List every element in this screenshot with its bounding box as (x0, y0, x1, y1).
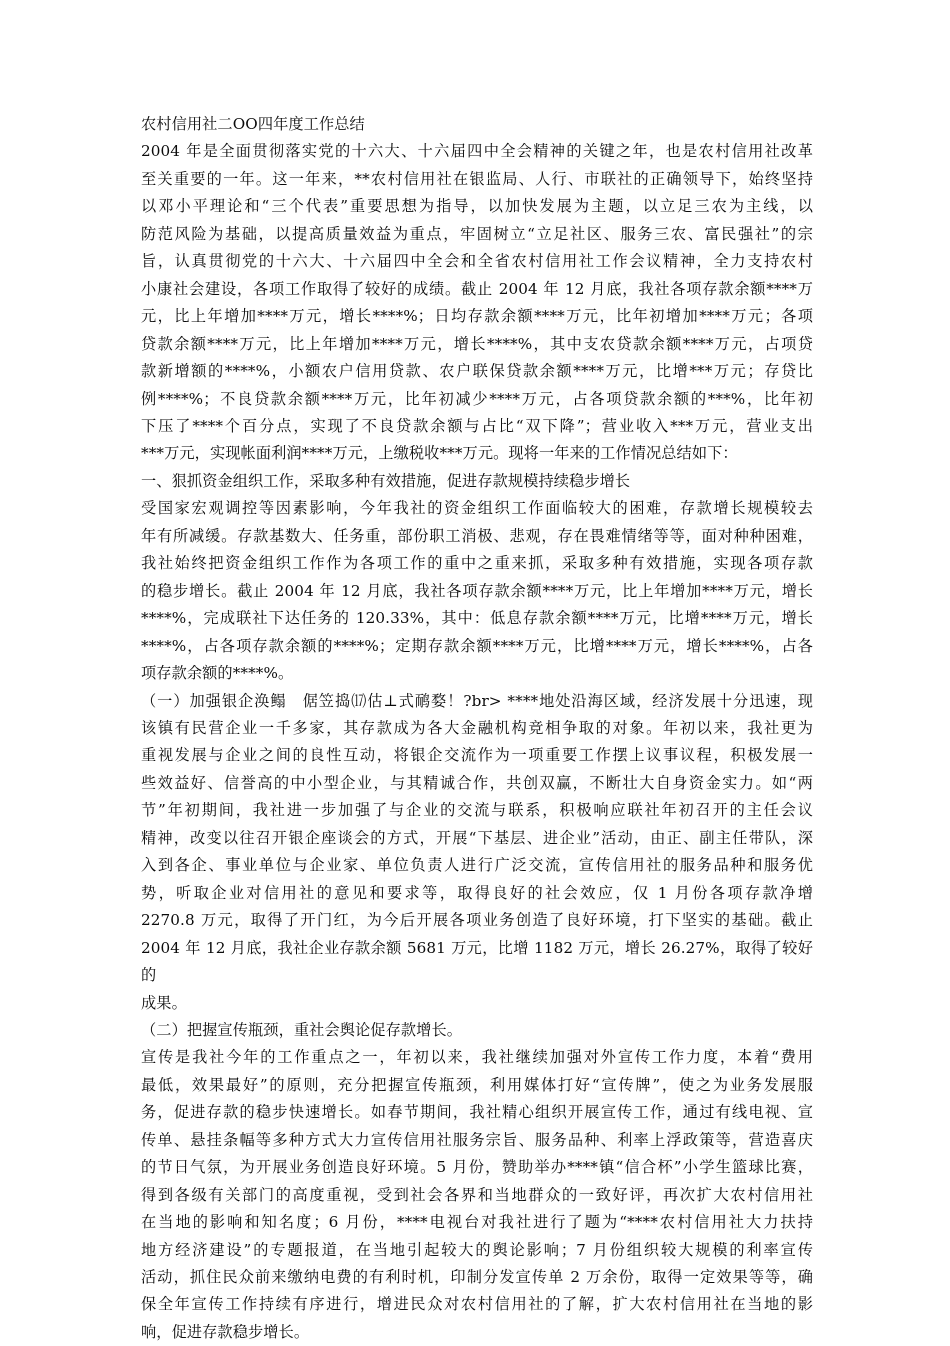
text-line: 的节日气氛，为开展业务创造良好环境。5 月份，赞助举办****镇“信合杯”小学生篮球比赛， (141, 1158, 813, 1177)
text-line: 小康社会建设，各项工作取得了较好的成绩。截止 2004 年 12 月底，我社各项存款余额****万 (141, 279, 813, 298)
text-line: 保全年宣传工作持续有序进行，增进民众对农村信用社的了解，扩大农村信用社在当地的影 (141, 1295, 813, 1314)
text-line: ***万元，实现帐面利润****万元，上缴税收***万元。现将一年来的工作情况总结如下： (141, 444, 738, 463)
text-line: 入到各企、事业单位与企业家、单位负责人进行广泛交流，宣传信用社的服务品种和服务优 (141, 856, 813, 875)
text-line: 在当地的影响和知名度；6 月份，****电视台对我社进行了题为“****农村信用社大力扶持 (141, 1213, 813, 1232)
text-line: 以邓小平理论和“三个代表”重要思想为指导，以加快发展为主题，以立足三农为主线，以 (141, 197, 813, 216)
text-line: 势，听取企业对信用社的意见和要求等，取得良好的社会效应，仅 1 月份各项存款净增 (141, 883, 813, 902)
text-line: 精神，改变以往召开银企座谈会的方式，开展“下基层、进企业”活动，由正、副主任带队，深 (141, 828, 813, 847)
text-line: 下压了****个百分点，实现了不良贷款余额与占比“双下降”；营业收入***万元，营业支出 (141, 416, 813, 435)
text-line: 项存款余额的****%。 (141, 664, 294, 683)
text-line: 防范风险为基础，以提高质量效益为重点，牢固树立“立足社区、服务三农、富民强社”的宗 (141, 224, 813, 243)
text-line: 最低，效果最好”的原则，充分把握宣传瓶颈，利用媒体打好“宣传牌”，使之为业务发展服 (141, 1075, 813, 1094)
text-line: 我社始终把资金组织工作作为各项工作的重中之重来抓，采取多种有效措施，实现各项存款 (141, 554, 813, 573)
text-line: 2004 年 12 月底，我社企业存款余额 5681 万元，比增 1182 万元，增长 26.27%，取得了较好的 (141, 938, 813, 985)
text-line: 旨，认真贯彻党的十六大、十六届四中全会和全省农村信用社工作会议精神，全力支持农村 (141, 252, 813, 271)
text-line: 节”年初期间，我社进一步加强了与企业的交流与联系，积极响应联社年初召开的主任会议 (141, 801, 813, 820)
text-line: 活动，抓住民众前来缴纳电费的有利时机，印制分发宣传单 2 万余份，取得一定效果等等，确 (141, 1268, 813, 1287)
subsection-heading-1: （一）加强银企涣鳎 倨笠捣⒄估⊥式鸸婺！?br> ****地处沿海区域，经济发展十分迅速，现 (141, 691, 813, 710)
text-line: ****%，完成联社下达任务的 120.33%，其中：低息存款余额****万元，比增****万元，增长 (141, 609, 813, 628)
text-line: 款新增额的****%，小额农户信用贷款、农户联保贷款余额****万元，比增***万元；存贷比 (141, 362, 813, 381)
text-line: 例****%；不良贷款余额****万元，比年初减少****万元，占各项贷款余额的***%，比年初 (141, 389, 813, 408)
text-line: 元，比上年增加****万元，增长****%；日均存款余额****万元，比年初增加****万元；各项 (141, 307, 813, 326)
text-line: 重视发展与企业之间的良性互动，将银企交流作为一项重要工作摆上议事议程，积极发展一 (141, 746, 813, 765)
text-line: 地方经济建设”的专题报道，在当地引起较大的舆论影响；7 月份组织较大规模的利率宣传 (141, 1240, 813, 1259)
text-line: 年有所减缓。存款基数大、任务重，部份职工消极、悲观，存在畏难情绪等等，面对种种困难， (141, 526, 813, 545)
document-body (141, 111, 813, 1346)
text-line: 响，促进存款稳步增长。 (141, 1322, 310, 1341)
text-line: 至关重要的一年。这一年来，**农村信用社在银监局、人行、市联社的正确领导下，始终坚持 (141, 169, 813, 188)
subsection-heading-2: （二）把握宣传瓶颈，重社会舆论促存款增长。 (141, 1020, 463, 1039)
text-line: 该镇有民营企业一千多家，其存款成为各大金融机构竞相争取的对象。年初以来，我社更为 (141, 718, 813, 737)
text-line: ****%，占各项存款余额的****%；定期存款余额****万元，比增****万元，增长****%，占各 (141, 636, 813, 655)
text-line: 得到各级有关部门的高度重视，受到社会各界和当地群众的一致好评，再次扩大农村信用社 (141, 1185, 813, 1204)
text-line: 成果。 (141, 993, 187, 1012)
text-line: 些效益好、信誉高的中小型企业，与其精诚合作，共创双赢，不断壮大自身资金实力。如“两 (141, 773, 813, 792)
text-line: 宣传是我社今年的工作重点之一，年初以来，我社继续加强对外宣传工作力度，本着“费用 (141, 1048, 813, 1067)
text-line: 贷款余额****万元，比上年增加****万元，增长****%，其中支农贷款余额****万元，占项贷 (141, 334, 813, 353)
text-line: 传单、悬挂条幅等多种方式大力宣传信用社服务宗旨、服务品种、利率上浮政策等，营造喜庆 (141, 1130, 813, 1149)
document-title: 农村信用社二OO四年度工作总结 (141, 115, 365, 133)
text-line: 务，促进存款的稳步快速增长。如春节期间，我社精心组织开展宣传工作，通过有线电视、宣 (141, 1103, 813, 1122)
text-line: 2004 年是全面贯彻落实党的十六大、十六届四中全会精神的关键之年，也是农村信用社改革 (141, 142, 813, 161)
text-line: 受国家宏观调控等因素影响，今年我社的资金组织工作面临较大的困难，存款增长规模较去 (141, 499, 813, 518)
text-line: 2270.8 万元，取得了开门红，为今后开展各项业务创造了良好环境，打下坚实的基础。截止 (141, 911, 813, 930)
section-heading-1: 一、狠抓资金组织工作，采取多种有效措施，促进存款规模持续稳步增长 (141, 471, 631, 490)
text-line: 的稳步增长。截止 2004 年 12 月底，我社各项存款余额****万元，比上年增加****万元，增长 (141, 581, 813, 600)
